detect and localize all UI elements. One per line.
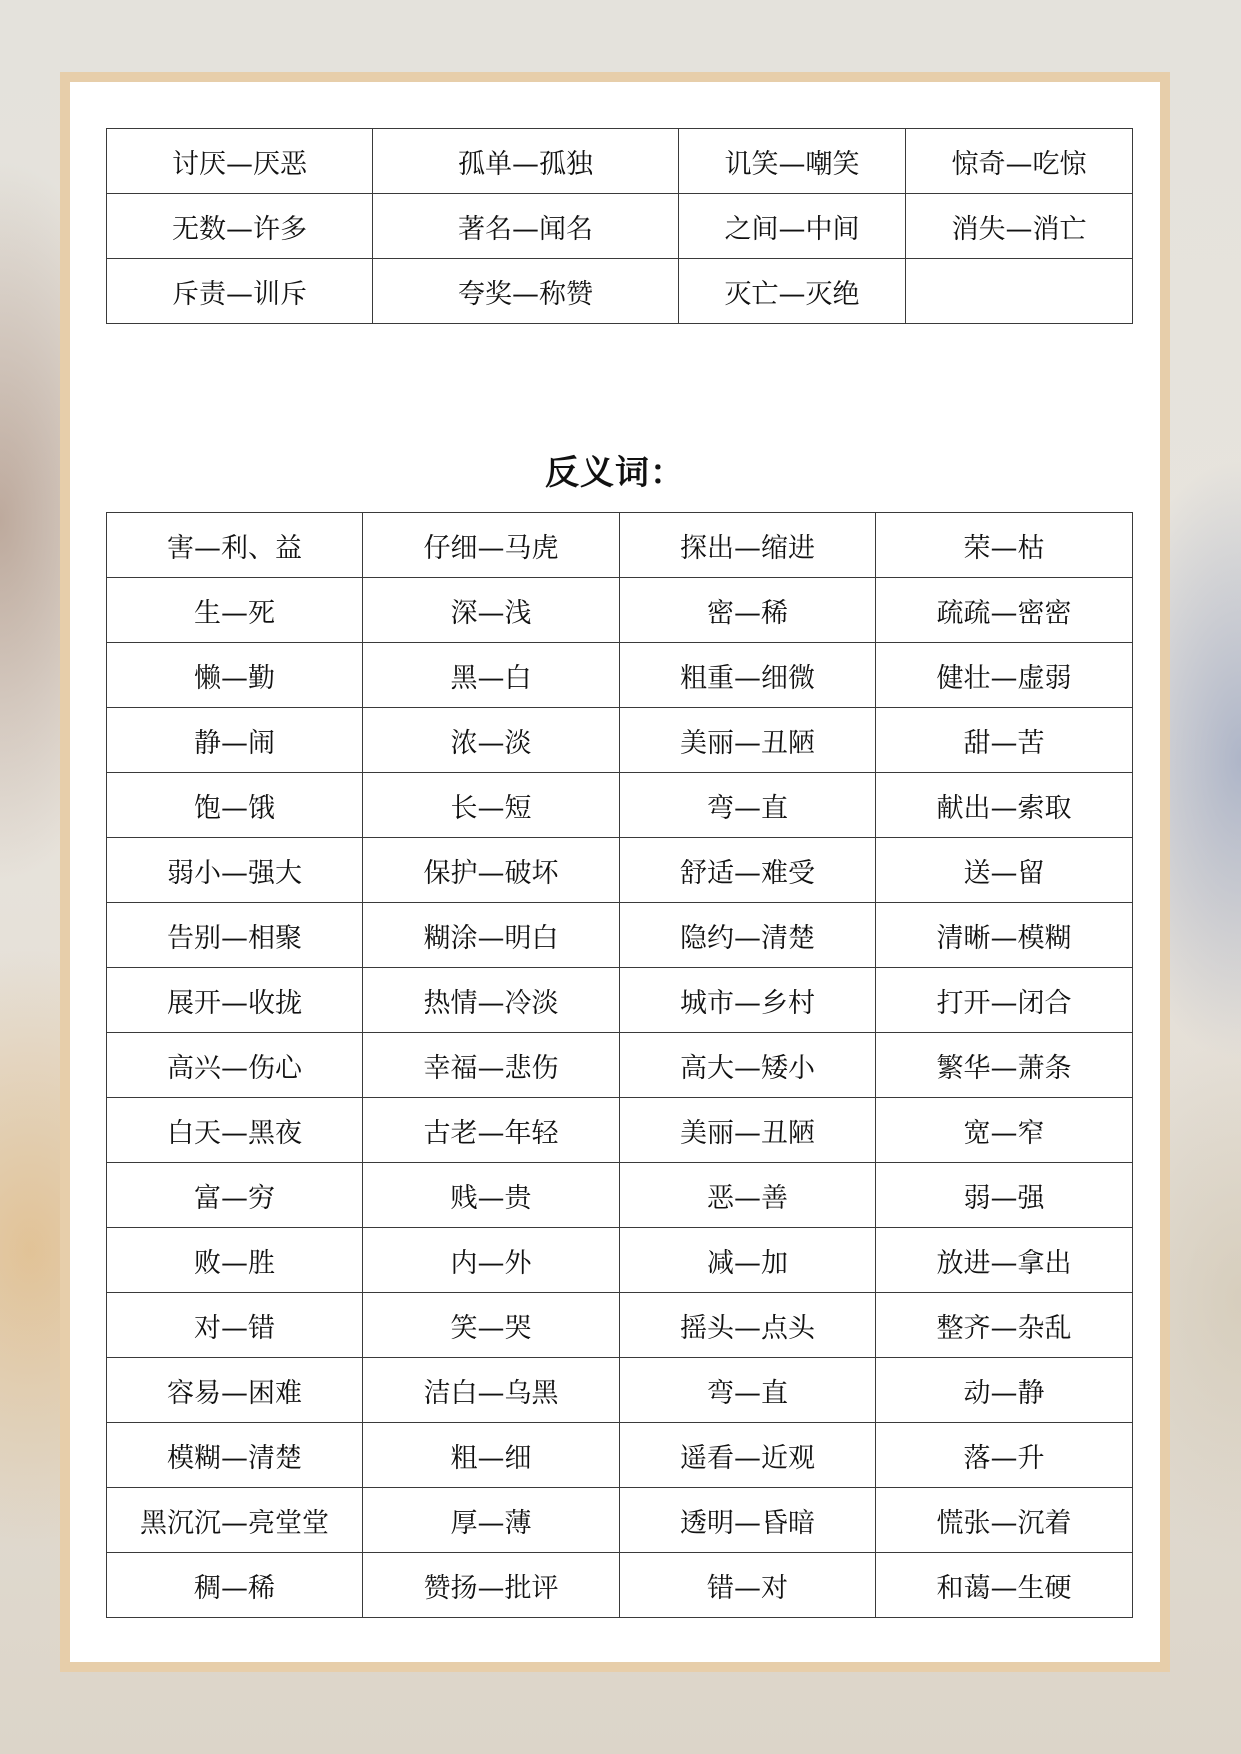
word-pair-cell: 落—升 [876, 1423, 1133, 1488]
table-row [107, 968, 1133, 1033]
word-pair-cell: 弯—直 [620, 1358, 876, 1423]
table-row [107, 194, 1133, 259]
word-pair-cell: 探出—缩进 [620, 513, 876, 578]
word-pair-cell [906, 259, 1133, 324]
word-pair-cell: 笑—哭 [363, 1293, 620, 1358]
table-row [107, 1228, 1133, 1293]
word-pair-cell: 饱—饿 [107, 773, 363, 838]
word-pair-cell: 惊奇—吃惊 [906, 129, 1133, 194]
word-pair-cell: 长—短 [363, 773, 620, 838]
word-pair-cell: 献出—索取 [876, 773, 1133, 838]
word-pair-cell: 败—胜 [107, 1228, 363, 1293]
word-pair-cell: 厚—薄 [363, 1488, 620, 1553]
word-pair-cell: 展开—收拢 [107, 968, 363, 1033]
word-pair-cell: 贱—贵 [363, 1163, 620, 1228]
word-pair-cell: 透明—昏暗 [620, 1488, 876, 1553]
word-pair-cell: 密—稀 [620, 578, 876, 643]
word-pair-cell: 告别—相聚 [107, 903, 363, 968]
word-pair-cell: 繁华—萧条 [876, 1033, 1133, 1098]
word-pair-cell: 静—闹 [107, 708, 363, 773]
word-pair-cell: 生—死 [107, 578, 363, 643]
word-pair-cell: 放进—拿出 [876, 1228, 1133, 1293]
antonyms-table-body [107, 513, 1133, 1618]
word-pair-cell: 稠—稀 [107, 1553, 363, 1618]
word-pair-cell: 摇头—点头 [620, 1293, 876, 1358]
word-pair-cell: 遥看—近观 [620, 1423, 876, 1488]
word-pair-cell: 弱—强 [876, 1163, 1133, 1228]
word-pair-cell: 荣—枯 [876, 513, 1133, 578]
word-pair-cell: 恶—善 [620, 1163, 876, 1228]
word-pair-cell: 高兴—伤心 [107, 1033, 363, 1098]
word-pair-cell: 古老—年轻 [363, 1098, 620, 1163]
word-pair-cell: 容易—困难 [107, 1358, 363, 1423]
word-pair-cell: 之间—中间 [679, 194, 906, 259]
word-pair-cell: 灭亡—灭绝 [679, 259, 906, 324]
word-pair-cell: 打开—闭合 [876, 968, 1133, 1033]
word-pair-cell: 保护—破坏 [363, 838, 620, 903]
word-pair-cell: 黑—白 [363, 643, 620, 708]
table-row [107, 708, 1133, 773]
word-pair-cell: 高大—矮小 [620, 1033, 876, 1098]
word-pair-cell: 著名—闻名 [373, 194, 679, 259]
table-row [107, 838, 1133, 903]
table-row [107, 578, 1133, 643]
word-pair-cell: 讨厌—厌恶 [107, 129, 373, 194]
word-pair-cell: 消失—消亡 [906, 194, 1133, 259]
word-pair-cell: 动—静 [876, 1358, 1133, 1423]
table-row [107, 1293, 1133, 1358]
word-pair-cell: 美丽—丑陋 [620, 1098, 876, 1163]
word-pair-cell: 夸奖—称赞 [373, 259, 679, 324]
table-row [107, 259, 1133, 324]
table-row [107, 1553, 1133, 1618]
word-pair-cell: 清晰—模糊 [876, 903, 1133, 968]
table-row [107, 1163, 1133, 1228]
word-pair-cell: 赞扬—批评 [363, 1553, 620, 1618]
table-row [107, 129, 1133, 194]
synonyms-table-body [107, 129, 1133, 324]
table-row [107, 1423, 1133, 1488]
word-pair-cell: 减—加 [620, 1228, 876, 1293]
word-pair-cell: 城市—乡村 [620, 968, 876, 1033]
word-pair-cell: 错—对 [620, 1553, 876, 1618]
word-pair-cell: 懒—勤 [107, 643, 363, 708]
table-row [107, 903, 1133, 968]
table-row [107, 1358, 1133, 1423]
table-row [107, 773, 1133, 838]
word-pair-cell: 弱小—强大 [107, 838, 363, 903]
word-pair-cell: 弯—直 [620, 773, 876, 838]
table-row [107, 1098, 1133, 1163]
word-pair-cell: 热情—冷淡 [363, 968, 620, 1033]
table-row [107, 1488, 1133, 1553]
word-pair-cell: 和蔼—生硬 [876, 1553, 1133, 1618]
word-pair-cell: 宽—窄 [876, 1098, 1133, 1163]
word-pair-cell: 舒适—难受 [620, 838, 876, 903]
word-pair-cell: 幸福—悲伤 [363, 1033, 620, 1098]
word-pair-cell: 浓—淡 [363, 708, 620, 773]
synonyms-table [106, 128, 1133, 324]
word-pair-cell: 对—错 [107, 1293, 363, 1358]
word-pair-cell: 内—外 [363, 1228, 620, 1293]
word-pair-cell: 讥笑—嘲笑 [679, 129, 906, 194]
antonyms-title: 反义词： [545, 453, 685, 493]
word-pair-cell: 白天—黑夜 [107, 1098, 363, 1163]
table-row [107, 643, 1133, 708]
word-pair-cell: 富—穷 [107, 1163, 363, 1228]
word-pair-cell: 甜—苦 [876, 708, 1133, 773]
word-pair-cell: 粗—细 [363, 1423, 620, 1488]
paper-sheet [70, 82, 1160, 1662]
table-row [107, 513, 1133, 578]
word-pair-cell: 糊涂—明白 [363, 903, 620, 968]
word-pair-cell: 送—留 [876, 838, 1133, 903]
word-pair-cell: 孤单—孤独 [373, 129, 679, 194]
word-pair-cell: 慌张—沉着 [876, 1488, 1133, 1553]
word-pair-cell: 美丽—丑陋 [620, 708, 876, 773]
word-pair-cell: 害—利、益 [107, 513, 363, 578]
word-pair-cell: 健壮—虚弱 [876, 643, 1133, 708]
word-pair-cell: 斥责—训斥 [107, 259, 373, 324]
word-pair-cell: 隐约—清楚 [620, 903, 876, 968]
table-row [107, 1033, 1133, 1098]
page-frame [60, 72, 1170, 1672]
word-pair-cell: 粗重—细微 [620, 643, 876, 708]
word-pair-cell: 深—浅 [363, 578, 620, 643]
antonyms-table [106, 512, 1133, 1618]
word-pair-cell: 疏疏—密密 [876, 578, 1133, 643]
word-pair-cell: 洁白—乌黑 [363, 1358, 620, 1423]
word-pair-cell: 黑沉沉—亮堂堂 [107, 1488, 363, 1553]
word-pair-cell: 仔细—马虎 [363, 513, 620, 578]
word-pair-cell: 模糊—清楚 [107, 1423, 363, 1488]
word-pair-cell: 整齐—杂乱 [876, 1293, 1133, 1358]
word-pair-cell: 无数—许多 [107, 194, 373, 259]
